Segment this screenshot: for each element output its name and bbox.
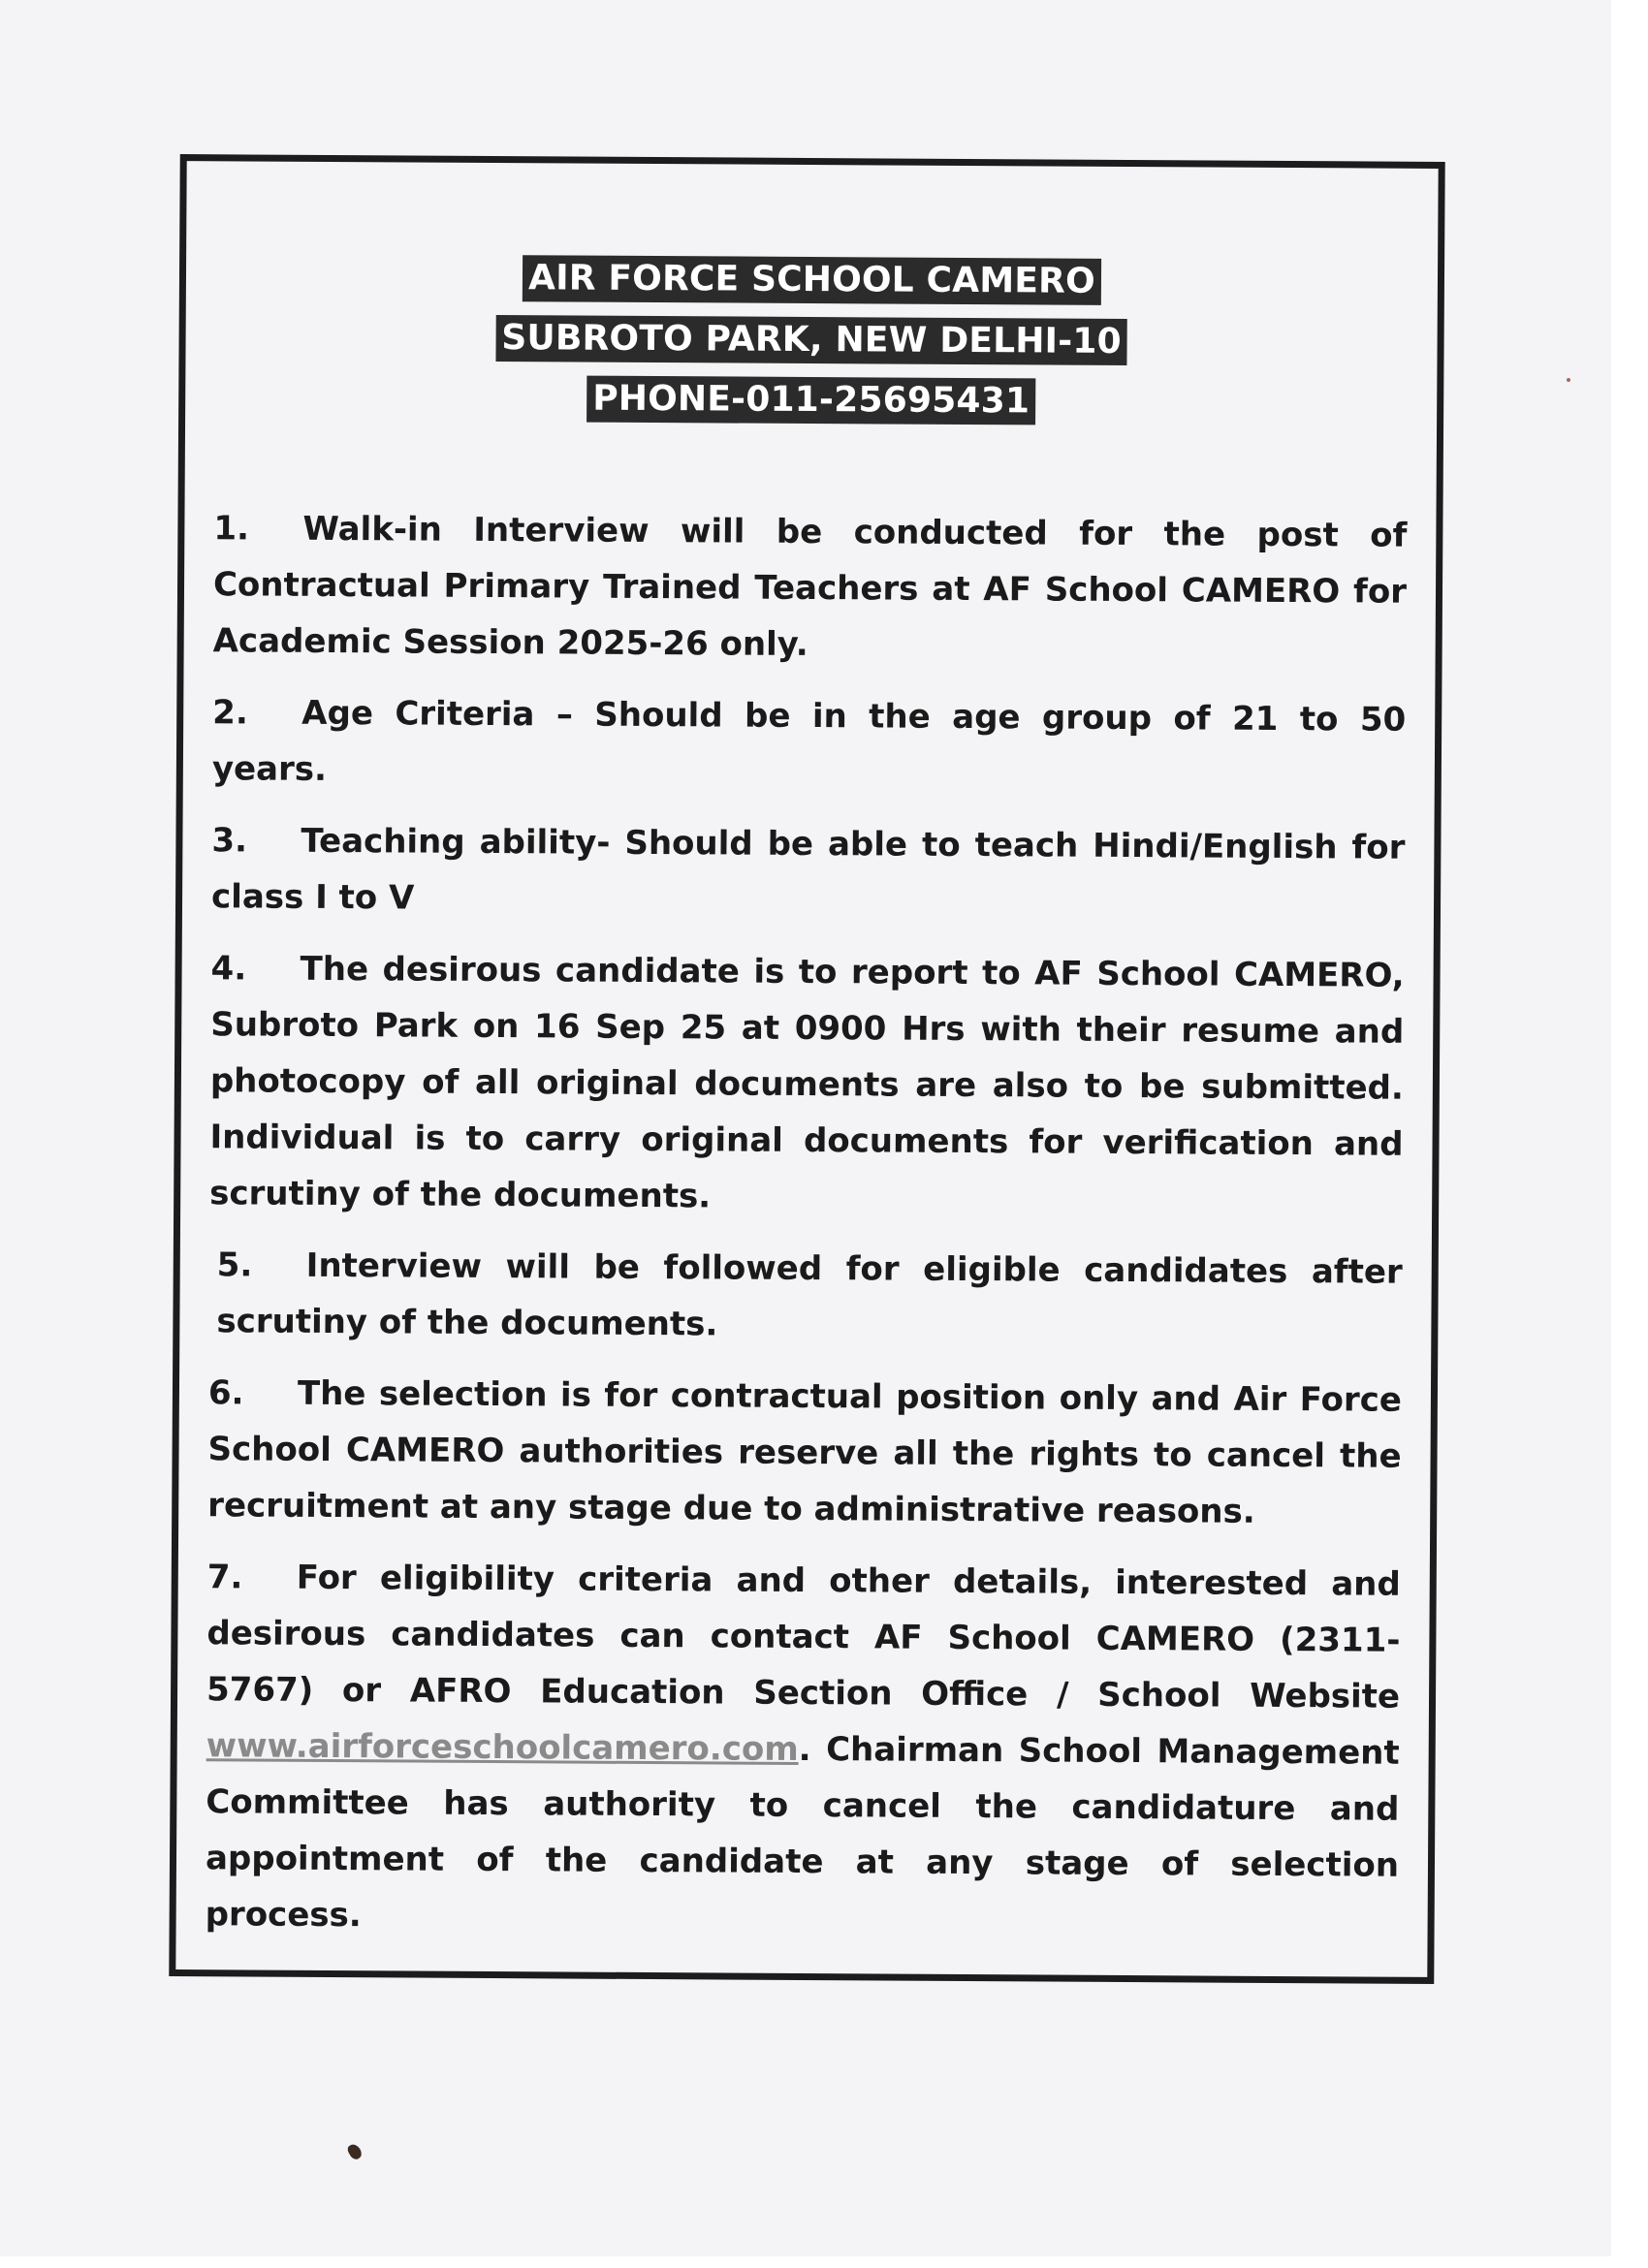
point-text-before-link: For eligibility criteria and other details, interested and desirous candidates can contact AF School CAMERO (2311-5767) or AFRO Education Section Office / School Website (206, 1558, 1401, 1717)
header-line-2 (185, 313, 1437, 367)
header-line-1 (186, 253, 1438, 307)
point-number: 2. (212, 693, 248, 733)
school-address: SUBROTO PARK, NEW DELHI-10 (495, 315, 1127, 365)
point-number: 4. (210, 949, 247, 989)
header-line-3 (185, 373, 1437, 427)
point-3 (211, 812, 1406, 932)
page-bottom-edge (0, 2256, 1648, 2268)
paper-speck (346, 2142, 364, 2161)
point-4 (209, 940, 1405, 1229)
point-text: Interview will be followed for eligible candidates after scrutiny of the documents. (216, 1245, 1403, 1344)
point-1 (213, 500, 1408, 677)
page-edge (1611, 0, 1648, 2268)
point-number: 6. (207, 1373, 244, 1413)
school-website-link[interactable]: www.airforceschoolcamero.com (206, 1726, 799, 1769)
point-number: 1. (213, 509, 250, 549)
point-number: 3. (211, 821, 248, 861)
point-text-after-link: . Chairman School Management Committee has authority to cancel the candidature and appointment of the candidate at any stage of selection process. (205, 1729, 1400, 1936)
point-7 (205, 1549, 1400, 1950)
notice-frame (169, 154, 1444, 1984)
point-text: Teaching ability- Should be able to teach Hindi/English for class I to V (210, 821, 1406, 918)
school-name: AIR FORCE SCHOOL CAMERO (523, 255, 1101, 305)
point-number: 7. (206, 1558, 243, 1597)
school-phone: PHONE-011-25695431 (586, 376, 1035, 425)
notice-header (185, 253, 1438, 441)
paper-dot (1567, 378, 1570, 382)
point-2 (212, 684, 1407, 804)
point-text: The desirous candidate is to report to AF School CAMERO, Subroto Park on 16 Sep 25 at 0900 Hrs with their resume and photocopy of all original documents are also to be submitted. Individual is to carry original documents for verification and scrutiny of the documents. (209, 949, 1405, 1216)
point-5 (208, 1237, 1403, 1357)
point-6 (207, 1365, 1402, 1541)
notice-body (205, 500, 1407, 1965)
point-text: The selection is for contractual position only and Air Force School CAMERO authorities reserve all the rights to cancel the recruitment at any stage due to administrative reasons. (207, 1373, 1403, 1531)
point-number: 5. (216, 1245, 253, 1285)
point-text: Walk-in Interview will be conducted for the post of Contractual Primary Trained Teachers at AF School CAMERO for Academic Session 2025-26 only. (212, 509, 1408, 664)
point-text: Age Criteria – Should be in the age group of 21 to 50 years. (211, 693, 1407, 789)
